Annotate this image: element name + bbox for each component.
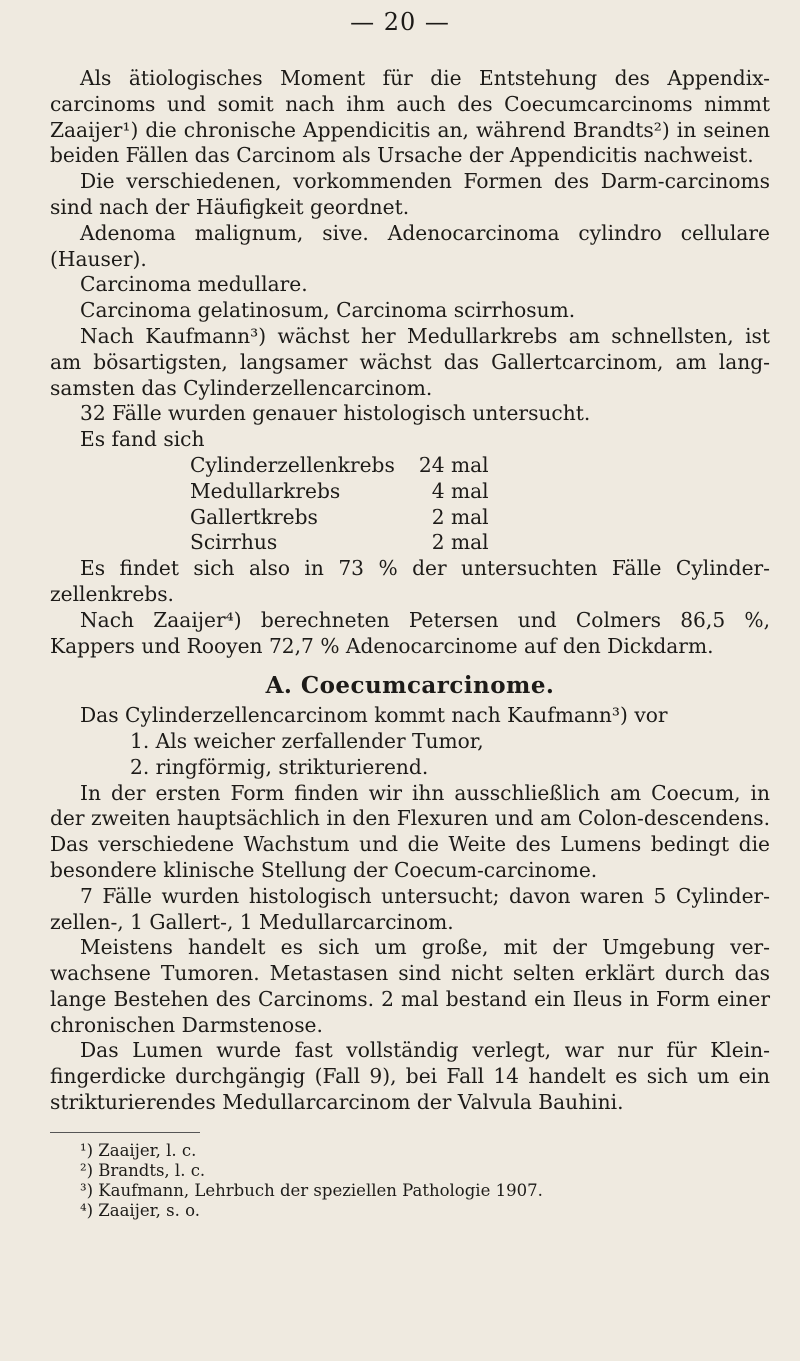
footnote: ¹) Zaaijer, l. c. [80, 1140, 197, 1160]
table-cell-count: 4 mal [431, 478, 489, 503]
footnote: ²) Brandts, l. c. [80, 1160, 206, 1180]
paragraph: Als ätiologisches Moment für die Entstehung des Appendix-carcinoms und somit nach ihm auch des Coecumcarcinoms nimmt Zaaijer¹) die chronische Appendicitis an, während Brandts²) in seinen beiden Fällen das Carcinom als Ursache der Appendicitis nachweist. [50, 66, 770, 168]
table-cell-type: Cylinderzellenkrebs [190, 452, 395, 477]
footnotes [50, 1141, 770, 1221]
list-item: 1. Als weicher zerfallender Tumor, [130, 728, 484, 753]
table-row [190, 479, 489, 505]
forms-list [50, 729, 770, 781]
paragraph: Carcinoma medullare. [80, 272, 308, 297]
paragraph: Es fand sich [80, 427, 205, 452]
table-cell-count: 2 mal [431, 530, 489, 555]
footnote: ⁴) Zaaijer, s. o. [80, 1200, 201, 1220]
page-number: — 20 — [350, 8, 450, 36]
paragraph: 32 Fälle wurden genauer histologisch untersucht. [80, 401, 591, 426]
table-row [190, 453, 489, 479]
paragraph: Carcinoma gelatinosum, Carcinoma scirrhosum. [80, 298, 576, 323]
paragraph: Nach Kaufmann³) wächst her Medullarkrebs am schnellsten, ist am bösartigsten, langsamer wächst das Gallertcarcinom, am lang-samsten das Cylinderzellencarcinom. [50, 323, 770, 400]
table-cell-type: Gallertkrebs [190, 504, 318, 529]
paragraph: Das Lumen wurde fast vollständig verlegt, war nur für Klein-fingerdicke durchgängig (Fall 9), bei Fall 14 handelt es sich um ein strikturierendes Medullarcarcinom der Valvula Bauhini. [50, 1038, 770, 1115]
paragraph: Das Cylinderzellencarcinom kommt nach Kaufmann³) vor [80, 703, 668, 728]
footnote: ³) Kaufmann, Lehrbuch der speziellen Pathologie 1907. [80, 1180, 543, 1200]
paragraph: Die verschiedenen, vorkommenden Formen des Darm-carcinoms sind nach der Häufigkeit geordnet. [50, 169, 770, 219]
table-cell-type: Scirrhus [190, 530, 278, 555]
paragraph: Nach Zaaijer⁴) berechneten Petersen und Colmers 86,5 %, Kappers und Rooyen 72,7 % Adenocarcinome auf den Dickdarm. [50, 607, 770, 658]
list-item: 2. ringförmig, strikturierend. [130, 754, 429, 779]
table-cell-count: 2 mal [431, 504, 489, 529]
paragraph: Meistens handelt es sich um große, mit der Umgebung ver-wachsene Tumoren. Metastasen sind nicht selten erklärt durch das lange Bestehen des Carcinoms. 2 mal bestand ein Ileus in Form einer chronischen Darmstenose. [50, 935, 770, 1037]
paragraph: Adenoma malignum, sive. Adenocarcinoma cylindro cellulare (Hauser). [50, 220, 770, 271]
paragraph: In der ersten Form finden wir ihn ausschließlich am Coecum, in der zweiten hauptsächlich in den Flexuren und am Colon-descendens. Das verschiedene Wachstum und die Weite des Lumens bedingt die besondere klinische Stellung der Coecum-carcinome. [50, 780, 770, 882]
paragraph: Es findet sich also in 73 % der untersuchten Fälle Cylinder-zellenkrebs. [50, 556, 770, 606]
section-heading: A. Coecumcarcinome. [265, 672, 555, 700]
table-cell-count: 24 mal [418, 452, 489, 477]
page-body [50, 66, 770, 1221]
findings-table [190, 453, 489, 556]
table-cell-type: Medullarkrebs [190, 478, 341, 503]
paragraph: 7 Fälle wurden histologisch untersucht; davon waren 5 Cylinder-zellen-, 1 Gallert-, 1 Medullarcarcinom. [50, 883, 770, 934]
footnote-divider [50, 1132, 200, 1133]
table-row [190, 530, 489, 556]
table-row [190, 505, 489, 531]
